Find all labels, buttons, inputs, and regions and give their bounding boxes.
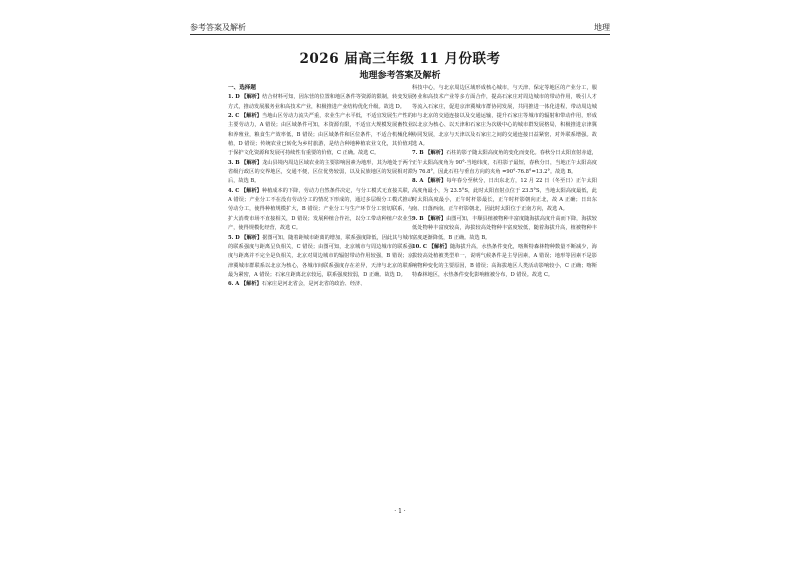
- answer-text: 石家庄是河北省会，是河北省的政治、经济、: [261, 281, 366, 288]
- answer-number: 7. B: [412, 150, 424, 157]
- answer-text: 随海拔升高，水热条件变化，喀斯特森林物种数量不断减少，海拔较高处植被类型单一，说明气候条件是主导因素，A 错误；地形等因素不是影响物种变化的主要原因，B 错误；高海拔地区人类活动影响较小，C 正确；喀斯特森林地区，水热条件变化影响植被分布，D 错误。故选 C。: [412, 243, 597, 278]
- document-subtitle: 地理参考答案及解析: [359, 71, 441, 81]
- answer-text: 石柱的影子随太阳高度角的变化而变化。春秋分日太阳直射赤道，正午太阳高度角为 90°-当地纬度，石柱影子最短，春秋分日，当地正午太阳高度为 76.8°，因此石柱与垂直方向的夹角 =90°-76.8°=13.2°。故选 B。: [412, 150, 597, 176]
- answer-number: 9. B: [412, 215, 424, 222]
- answer-item: [228, 280, 413, 289]
- answer-number: 5. D: [228, 234, 240, 241]
- answer-item: [412, 243, 597, 280]
- answer-number: 4. C: [228, 187, 240, 194]
- answer-item: [228, 93, 413, 112]
- answer-text: 当地山区劳动力流失严重，农业生产水平低，不适宜发展生产性的主要劳动力，A 错误；由区域条件可知，本资源有限，不适宜大规模发展畜牧业和养殖业，粮食生产效率低，B 错误；由区域条件和区位条件，不适合机械化种植，D 错误；传统农业已转化为乡村旅游，是结合种地种植农业文化，其价值对于保护文化资源和发展可持续性有重要的价值，C 正确。故选 C。: [228, 113, 413, 157]
- analysis-tag: 【解析】: [425, 178, 447, 185]
- answer-number: 2. C: [228, 113, 240, 120]
- answer-text: 结合材料可知，因东营的位置和地区条件等资源的限制，转变发展方式，推动发展服务业和高技术产业，积极推进产业结构优化升级。故选 D。: [228, 94, 413, 110]
- answer-text: 种植成本的下降，劳动力自然条件决定，与分工模式无直接关联，A 错误；产业分工不在没有劳动分工的情况下形成的，通过多层级分工模式推动劳动分工，使得种植规模扩大，B 错误；产业分工与生产环节分工密切联系，与扩大消费市场不直接相关，D 错误；发展种植合作社，以分工带动种植户农业生产，使得规模化经营，故选 C。: [228, 187, 413, 232]
- answer-text: 据图可知，随着距城市距离的增加，联系强度降低，因此其与城市的联系强度与距离呈负相关，C 错误；由图可知，北京城市与周边城市的联系强度与距离并不完全是负相关，北京对周边城市的辐射带动作用较强，B 错误；京津冀城市群联系以北京为核心，各城市间联系强度存在差异，天津与北京的联系最为紧密，A 错误；石家庄距离北京较远，联系强度较弱，D 正确。故选 D。: [228, 234, 413, 278]
- section-heading: 一、选择题: [228, 85, 256, 91]
- analysis-tag: 【解析】: [240, 281, 262, 288]
- analysis-tag: 【解析】: [241, 159, 263, 166]
- answer-text: 每年春分至秋分，日出东北方，12 月 22 日（冬至日）正午太阳高度角最小，为 23.5°S，此时太阳直射点位于 23.5°S，当地太阳高度最低，此时太阳高度最小，正午时杆影最长，正午时杆影朝向正北，故 A 正确；日出东南、日落西南，正午杆影朝北，因此时太阳位于正南方向，故选 A。: [412, 178, 597, 213]
- document-title: 2026 届高三年级 11 月份联考: [299, 51, 501, 67]
- analysis-tag: 【解析】: [241, 187, 262, 194]
- answer-item: [228, 159, 413, 187]
- answer-item: [228, 112, 413, 159]
- header-right-text: 地理: [594, 23, 610, 32]
- answer-item: [228, 187, 413, 234]
- answer-item: [412, 215, 597, 243]
- answer-item: [228, 234, 413, 281]
- analysis-tag: 【解析】: [425, 215, 447, 222]
- running-header: [190, 20, 610, 35]
- analysis-tag: 【解析】: [241, 113, 262, 120]
- answer-number: 6. A: [228, 281, 240, 288]
- answer-number: 10. C: [412, 243, 428, 250]
- analysis-tag: 【解析】: [241, 94, 263, 101]
- answer-item: [412, 149, 597, 177]
- answer-number: 8. A: [412, 178, 424, 185]
- right-column: [412, 84, 597, 280]
- analysis-tag: 【解析】: [425, 150, 447, 157]
- answer-text: 由图可知，丰顺县植被物种丰富度随海拔高度升高而下降，海拔较低处物种丰富度较高，海拔较高处物种丰富度较低，随着海拔升高，植被物种丰富度逐渐降低，B 正确。故选 B。: [412, 215, 597, 241]
- answer-item: [412, 177, 597, 214]
- answer-number: 3. B: [228, 159, 240, 166]
- answer-number: 1. D: [228, 94, 240, 101]
- page-number: · 1 ·: [394, 508, 406, 515]
- answer-text: 科技中心，与北京周边区域形成核心城市，与天津、保定等地区的产业分工，服务业和高技术产业等多方面合作，提高石家庄对周边城市的带动作用，吸引人才等流入石家庄，促进京津冀城市群协同发展，共同推进一体化进程，带动周边城市与北京的交通连接以及交通运输，提升石家庄等城市的辐射和带动作用，形成以北京为核心、以天津和石家庄为次级中心的城市群发展格局，积极推进京津冀协同发展，北京与天津以及石家庄之间的交通连接日益紧密，对外联系增强。故选 A。: [412, 85, 597, 148]
- answer-text: 龙山县境内周边区域农业的主要影响因素为地形，其为地处于两个省级行政区的交界地区，交通不便，区位优势较弱，以及民族地区的发展相对滞后，故选 B。: [228, 159, 413, 185]
- analysis-tag: 【解析】: [241, 234, 263, 241]
- header-left-text: 参考答案及解析: [190, 23, 246, 32]
- answer-item: [412, 84, 597, 149]
- analysis-tag: 【解析】: [428, 243, 450, 250]
- left-column: [228, 84, 413, 290]
